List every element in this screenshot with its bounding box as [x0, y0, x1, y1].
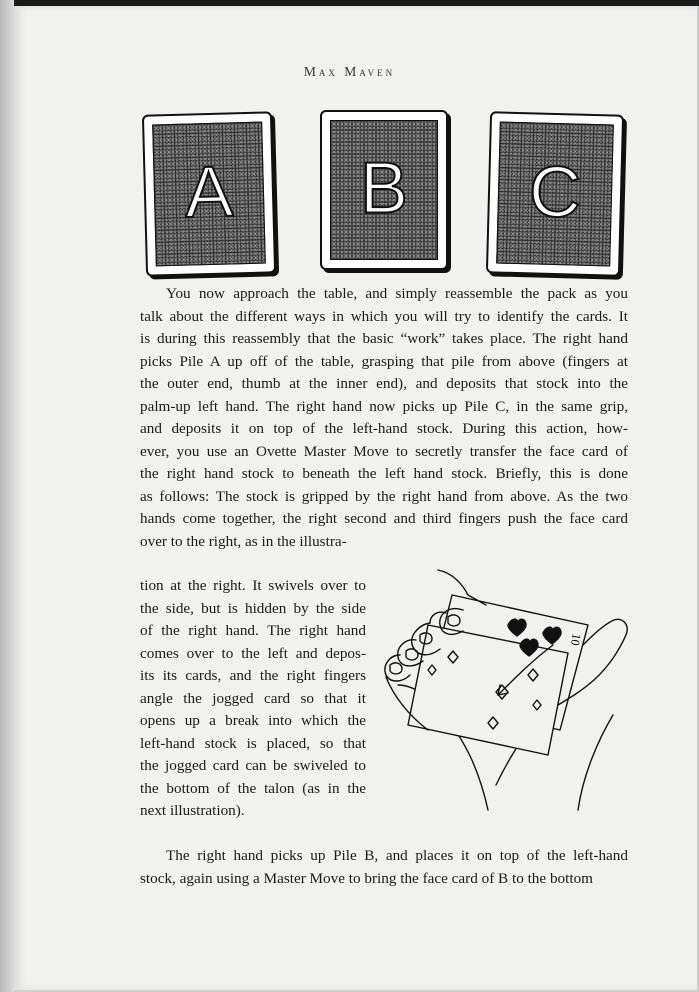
text-line: talk about the different ways in which you will try to identify the cards. It: [140, 307, 628, 325]
paragraph-1-narrow: [140, 575, 366, 823]
text-line: the outer end, thumb at the inner end), and deposits that stock into the: [140, 375, 628, 392]
text-line: opens up a break into which the: [140, 712, 366, 729]
pile-b-card: [320, 110, 448, 270]
text-line: palm-up left hand. The right hand now picks up Pile C, in the same grip,: [140, 397, 628, 415]
text-line: stock, again using a Master Move to bring the face card of B to the bottom: [140, 869, 593, 887]
text-line: comes over to the left and depos-: [140, 644, 366, 662]
text-line: hands come together, the right second and third fingers push the face card: [140, 510, 628, 527]
pile-a-label: A: [183, 151, 235, 233]
text-line: The right hand picks up Pile B, and places it on top of the left-hand: [166, 847, 628, 864]
text-line: the right hand stock to beneath the left hand stock. Briefly, this is done: [140, 465, 628, 482]
text-line: next illustration).: [140, 802, 245, 819]
text-line: ever, you use an Ovette Master Move to secretly transfer the face card of: [140, 442, 628, 460]
pile-c-card: [486, 111, 624, 276]
book-spine: [0, 0, 14, 992]
card-index: 10: [567, 632, 584, 647]
paragraph-2: [140, 845, 628, 890]
text-line: over to the right, as in the illustra-: [140, 532, 347, 550]
pile-b-label: B: [359, 148, 409, 229]
hand-holding-cards-illustration: [368, 565, 630, 815]
text-line: the side, but is hidden by the side: [140, 599, 366, 617]
pile-a-card: [142, 111, 276, 276]
text-line: the jogged card can be swiveled to: [140, 757, 366, 774]
text-line: picks Pile A up off of the table, grasping that pile from above (fingers at: [140, 352, 628, 370]
text-line: angle the jogged card so that it: [140, 689, 366, 707]
paragraph-1: [140, 283, 628, 553]
text-line: is during this reassembly that the basic “work” takes place. The right hand: [140, 330, 628, 347]
running-head-text: Max Maven: [303, 64, 396, 79]
text-line: and deposits it on top of the left-hand stock. During this action, how-: [140, 420, 628, 437]
text-line: of the right hand. The right hand: [140, 622, 366, 639]
text-line: as follows: The stock is gripped by the right hand from above. As the two: [140, 487, 628, 505]
text-line: the bottom of the talon (as in the: [140, 779, 366, 797]
pile-c-label: C: [528, 151, 583, 234]
text-line: its its cards, and the right fingers: [140, 667, 366, 684]
text-line: left-hand stock is placed, so that: [140, 734, 366, 752]
text-line: You now approach the table, and simply reassemble the pack as you: [166, 285, 628, 302]
text-line: tion at the right. It swivels over to: [140, 577, 366, 594]
running-head: [0, 64, 699, 80]
